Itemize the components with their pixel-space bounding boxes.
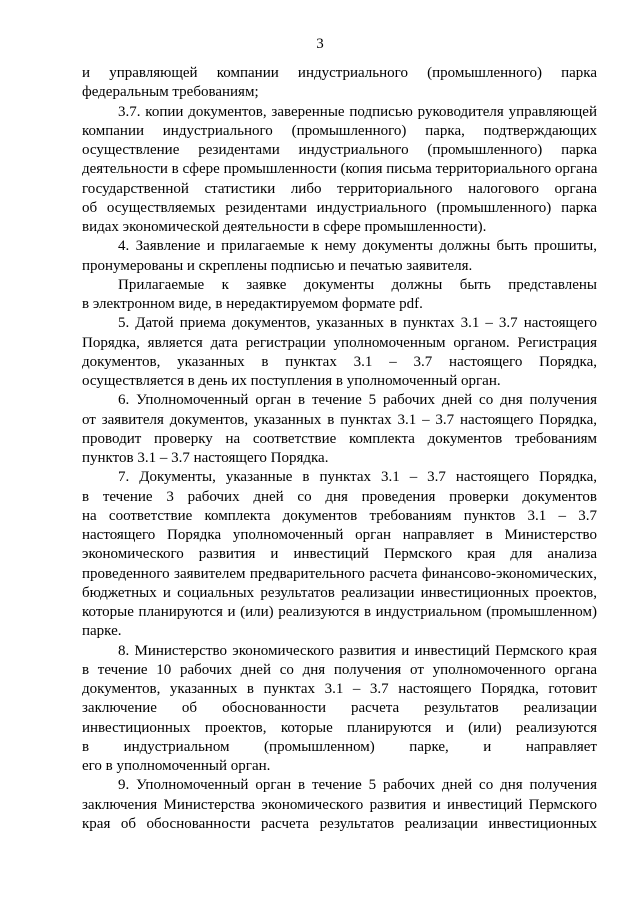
text-line: и управляющей компании индустриального (промышленного) парка	[82, 65, 597, 81]
text-line: документов, указанных в пунктах 3.1 – 3.7 настоящего Порядка,	[82, 353, 597, 370]
text-line: пронумерованы и скреплены подписью и печатью заявителя.	[82, 257, 473, 274]
text-line: компании индустриального (промышленного) парка, подтверждающих	[82, 122, 597, 139]
text-line: края об обоснованности расчета результатов реализации инвестиционных	[82, 815, 597, 832]
paragraph-p-6	[82, 391, 597, 468]
paragraph-p-4b	[82, 276, 597, 315]
text-line: бюджетных и социальных результатов реализации инвестиционных проектов,	[82, 584, 597, 601]
text-line: государственной статистики либо территориального налогового органа	[82, 180, 597, 197]
text-line: на соответствие комплекта документов требованиям пунктов 3.1 – 3.7	[82, 507, 597, 524]
text-line: деятельности в сфере промышленности (копия письма территориального органа	[82, 161, 598, 178]
text-line: в индустриальном (промышленном) парке, и направляет	[82, 738, 597, 755]
text-line: в течение 3 рабочих дней со дня проведения проверки документов	[82, 488, 597, 505]
text-line: пунктов 3.1 – 3.7 настоящего Порядка.	[82, 450, 329, 466]
text-line: видах экономической деятельности в сфере промышленности).	[82, 219, 487, 235]
text-line: его в уполномоченный орган.	[82, 758, 271, 774]
text-line: которые планируются и (или) реализуются в индустриальном (промышленном)	[82, 604, 597, 620]
text-line: об осуществляемых резидентами индустриального (промышленного) парка	[82, 199, 597, 216]
text-line: экономического развития и инвестиций Пермского края для анализа	[82, 546, 597, 563]
text-line: в электронном виде, в нередактируемом формате pdf.	[82, 296, 423, 312]
text-line: 8. Министерство экономического развития и инвестиций Пермского края	[118, 642, 597, 659]
text-line: 3.7. копии документов, заверенные подписью руководителя управляющей	[118, 103, 597, 120]
text-line: осуществление резидентами индустриального (промышленного) парка	[82, 142, 597, 158]
text-line: осуществляется в день их поступления в уполномоченный орган.	[82, 373, 501, 389]
text-line: Порядка, является дата регистрации уполномоченным органом. Регистрация	[82, 334, 597, 351]
text-line: 9. Уполномоченный орган в течение 5 рабочих дней со дня получения	[118, 777, 597, 794]
text-line: проведенного заявителем предварительного расчета финансово-экономических,	[82, 565, 597, 582]
text-line: инвестиционных проектов, которые планируются и (или) реализуются	[82, 719, 597, 736]
page-number: 3	[316, 36, 324, 52]
paragraph-p-5	[82, 314, 597, 391]
text-line: 6. Уполномоченный орган в течение 5 рабочих дней со дня получения	[118, 392, 597, 409]
paragraph-p-9	[82, 776, 597, 834]
paragraph-p-7	[82, 468, 597, 641]
text-line: заключения Министерства экономического развития и инвестиций Пермского	[82, 796, 597, 813]
text-line: в течение 10 рабочих дней со дня получения от уполномоченного органа	[82, 661, 597, 678]
text-line: федеральным требованиям;	[82, 84, 259, 101]
text-line: 7. Документы, указанные в пунктах 3.1 – 3.7 настоящего Порядка,	[118, 469, 597, 486]
paragraph-p-cont	[82, 64, 597, 103]
paragraph-p-4	[82, 237, 597, 276]
text-line: парке.	[82, 623, 122, 640]
text-line: 4. Заявление и прилагаемые к нему документы должны быть прошиты,	[118, 238, 597, 255]
paragraph-p-3-7	[82, 103, 597, 238]
paragraph-p-8	[82, 642, 597, 777]
text-line: заключение об обоснованности расчета результатов реализации	[82, 700, 597, 717]
text-line: от заявителя документов, указанных в пунктах 3.1 – 3.7 настоящего Порядка,	[82, 411, 597, 428]
document-body	[82, 64, 597, 834]
text-line: Прилагаемые к заявке документы должны быть представлены	[118, 276, 597, 293]
text-line: настоящего Порядка уполномоченный орган направляет в Министерство	[82, 527, 597, 543]
text-line: документов, указанных в пунктах 3.1 – 3.7 настоящего Порядка, готовит	[82, 681, 597, 697]
text-line: проводит проверку на соответствие комплекта документов требованиям	[82, 430, 597, 447]
text-line: 5. Датой приема документов, указанных в пунктах 3.1 – 3.7 настоящего	[118, 315, 597, 332]
